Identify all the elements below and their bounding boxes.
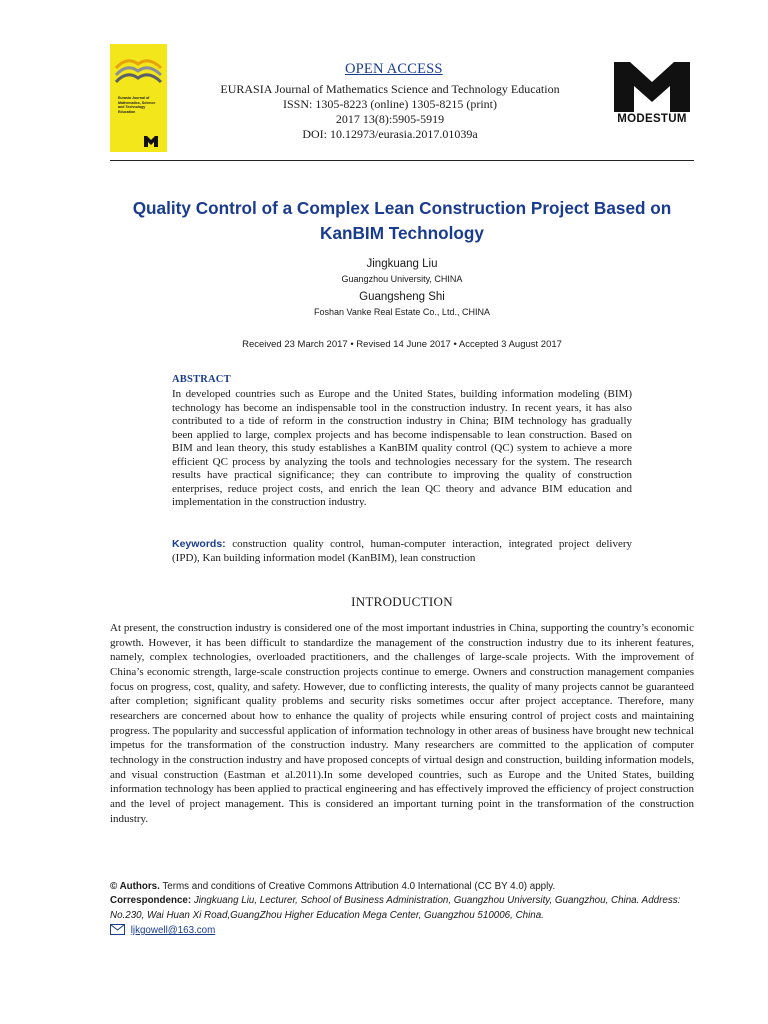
article-dates: Received 23 March 2017 • Revised 14 June 2017 • Accepted 3 August 2017 — [242, 339, 562, 350]
keywords-text: construction quality control, human-computer interaction, integrated project delivery (IPD), Kan building information model (KanBIM), lean construction — [172, 538, 632, 564]
keywords-block — [172, 537, 632, 565]
abstract-heading: ABSTRACT — [172, 374, 231, 385]
modestum-logo-icon — [614, 62, 690, 112]
cover-title: Eurasia Journal of Mathematics, Science and Technology Education — [118, 96, 156, 114]
correspondence-text: Jingkuang Liu, Lecturer, School of Business Administration, Guangzhou University, Guangzhou, China. Address: No.230, Wai Huan Xi Road,GuangZhou Higher Education Mega Center, Guangzhou 510006, China. — [110, 895, 681, 921]
publisher-name: MODESTUM — [617, 113, 687, 125]
email-line — [110, 924, 215, 936]
open-book-icon — [114, 50, 163, 88]
correspondence-label: Correspondence: — [110, 895, 192, 906]
journal-cover-thumbnail — [110, 44, 167, 152]
doi-line: DOI: 10.12973/eurasia.2017.01039a — [302, 127, 478, 141]
license-text: Terms and conditions of Creative Commons Attribution 4.0 International (CC BY 4.0) apply. — [162, 881, 556, 892]
header-divider — [110, 160, 694, 161]
author-affiliation: Guangzhou University, CHINA — [341, 274, 463, 284]
article-title: Quality Control of a Complex Lean Construction Project Based on KanBIM Technology — [132, 198, 672, 243]
author-name: Guangsheng Shi — [359, 291, 445, 303]
abstract-text: In developed countries such as Europe and the United States, building information modeling (BIM) technology has become an indispensable tool in the construction industry. In recent years, it has also contributed to a tide of reform in the construction industry in China; BIM technology has gradually been applied to large, complex projects and has become indispensable to lean construction. Based on BIM and lean theory, this study establishes a KanBIM quality control (QC) system to achieve a more efficient QC process by analyzing the tools and technologies necessary for the system. The research results have practical significance; they can contribute to improving the quality of construction enterprises, reduce project costs, and enrich the lean QC theory and advance BIM education and implementation in the construction industry. — [172, 388, 632, 509]
author-name: Jingkuang Liu — [366, 258, 438, 270]
author-affiliation: Foshan Vanke Real Estate Co., Ltd., CHINA — [314, 307, 490, 317]
envelope-icon — [110, 924, 125, 935]
volume-line: 2017 13(8):5905-5919 — [335, 112, 445, 126]
authors-label: © Authors. — [110, 881, 160, 892]
modestum-mini-logo — [144, 136, 158, 147]
keywords-label: Keywords: — [172, 538, 226, 550]
introduction-text: At present, the construction industry is considered one of the most important industries in China, supporting the country’s economic growth. However, it has been difficult to standardize the management of the construction industry due to its inherent features, namely, complex technologies, overloaded practitioners, and the challenges of large-scale projects. With the improvement of China’s economic strength, large-scale construction projects continue to emerge. Owners and construction management companies focus on progress, cost, quality, and safety. However, due to conflicting interests, the quality of many projects cannot be guaranteed after completion; significant quality problems and security risks sometimes occur after project acceptance. Therefore, many researchers are concerned about how to enhance the quality of projects while ensuring control of project costs and maintaining progress. The popularity and successful application of information technology in other areas of business have brought new technical impetus for the transformation of the construction industry. Many researchers are committed to the application of computer technology in the construction industry and have proposed concepts of virtual design and construction, building information models, and visual construction (Eastman et al.2011).In some developed countries, such as Europe and the United States, building information technology has been applied to practical engineering and has effectively improved the efficiency of project construction and the level of project management. This is considered an important turning point in the transformation of the construction industry. — [110, 622, 694, 825]
section-heading: INTRODUCTION — [351, 594, 453, 609]
issn-line: ISSN: 1305-8223 (online) 1305-8215 (print) — [283, 97, 497, 111]
journal-name: EURASIA Journal of Mathematics Science and Technology Education — [220, 82, 560, 96]
open-access-link[interactable]: OPEN ACCESS — [345, 61, 443, 77]
email-link[interactable]: ljkgowell@163.com — [130, 925, 216, 936]
correspondence-block — [110, 894, 694, 923]
license-line — [110, 880, 694, 895]
